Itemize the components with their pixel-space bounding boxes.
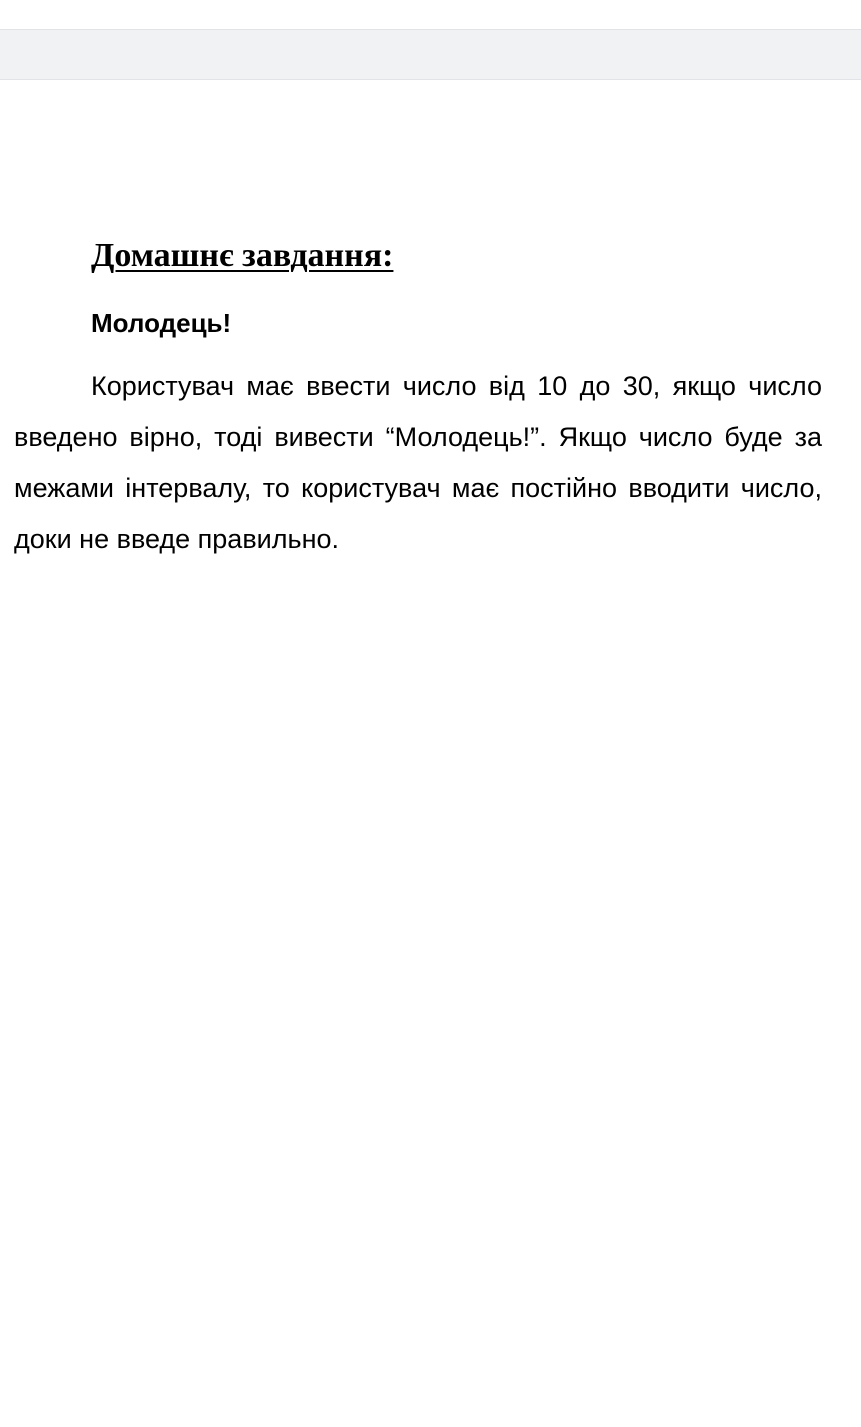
homework-heading: Домашнє завдання: <box>91 237 394 274</box>
viewer-toolbar <box>0 29 861 80</box>
document-body <box>14 232 822 565</box>
task-description: Користувач має ввести число від 10 до 30, якщо число введено вірно, тоді вивести “Молодець!”. Якщо число буде за межами інтервалу, то користувач має постійно вводити число, доки не введе правильно. <box>14 371 822 554</box>
task-title: Молодець! <box>91 308 232 338</box>
